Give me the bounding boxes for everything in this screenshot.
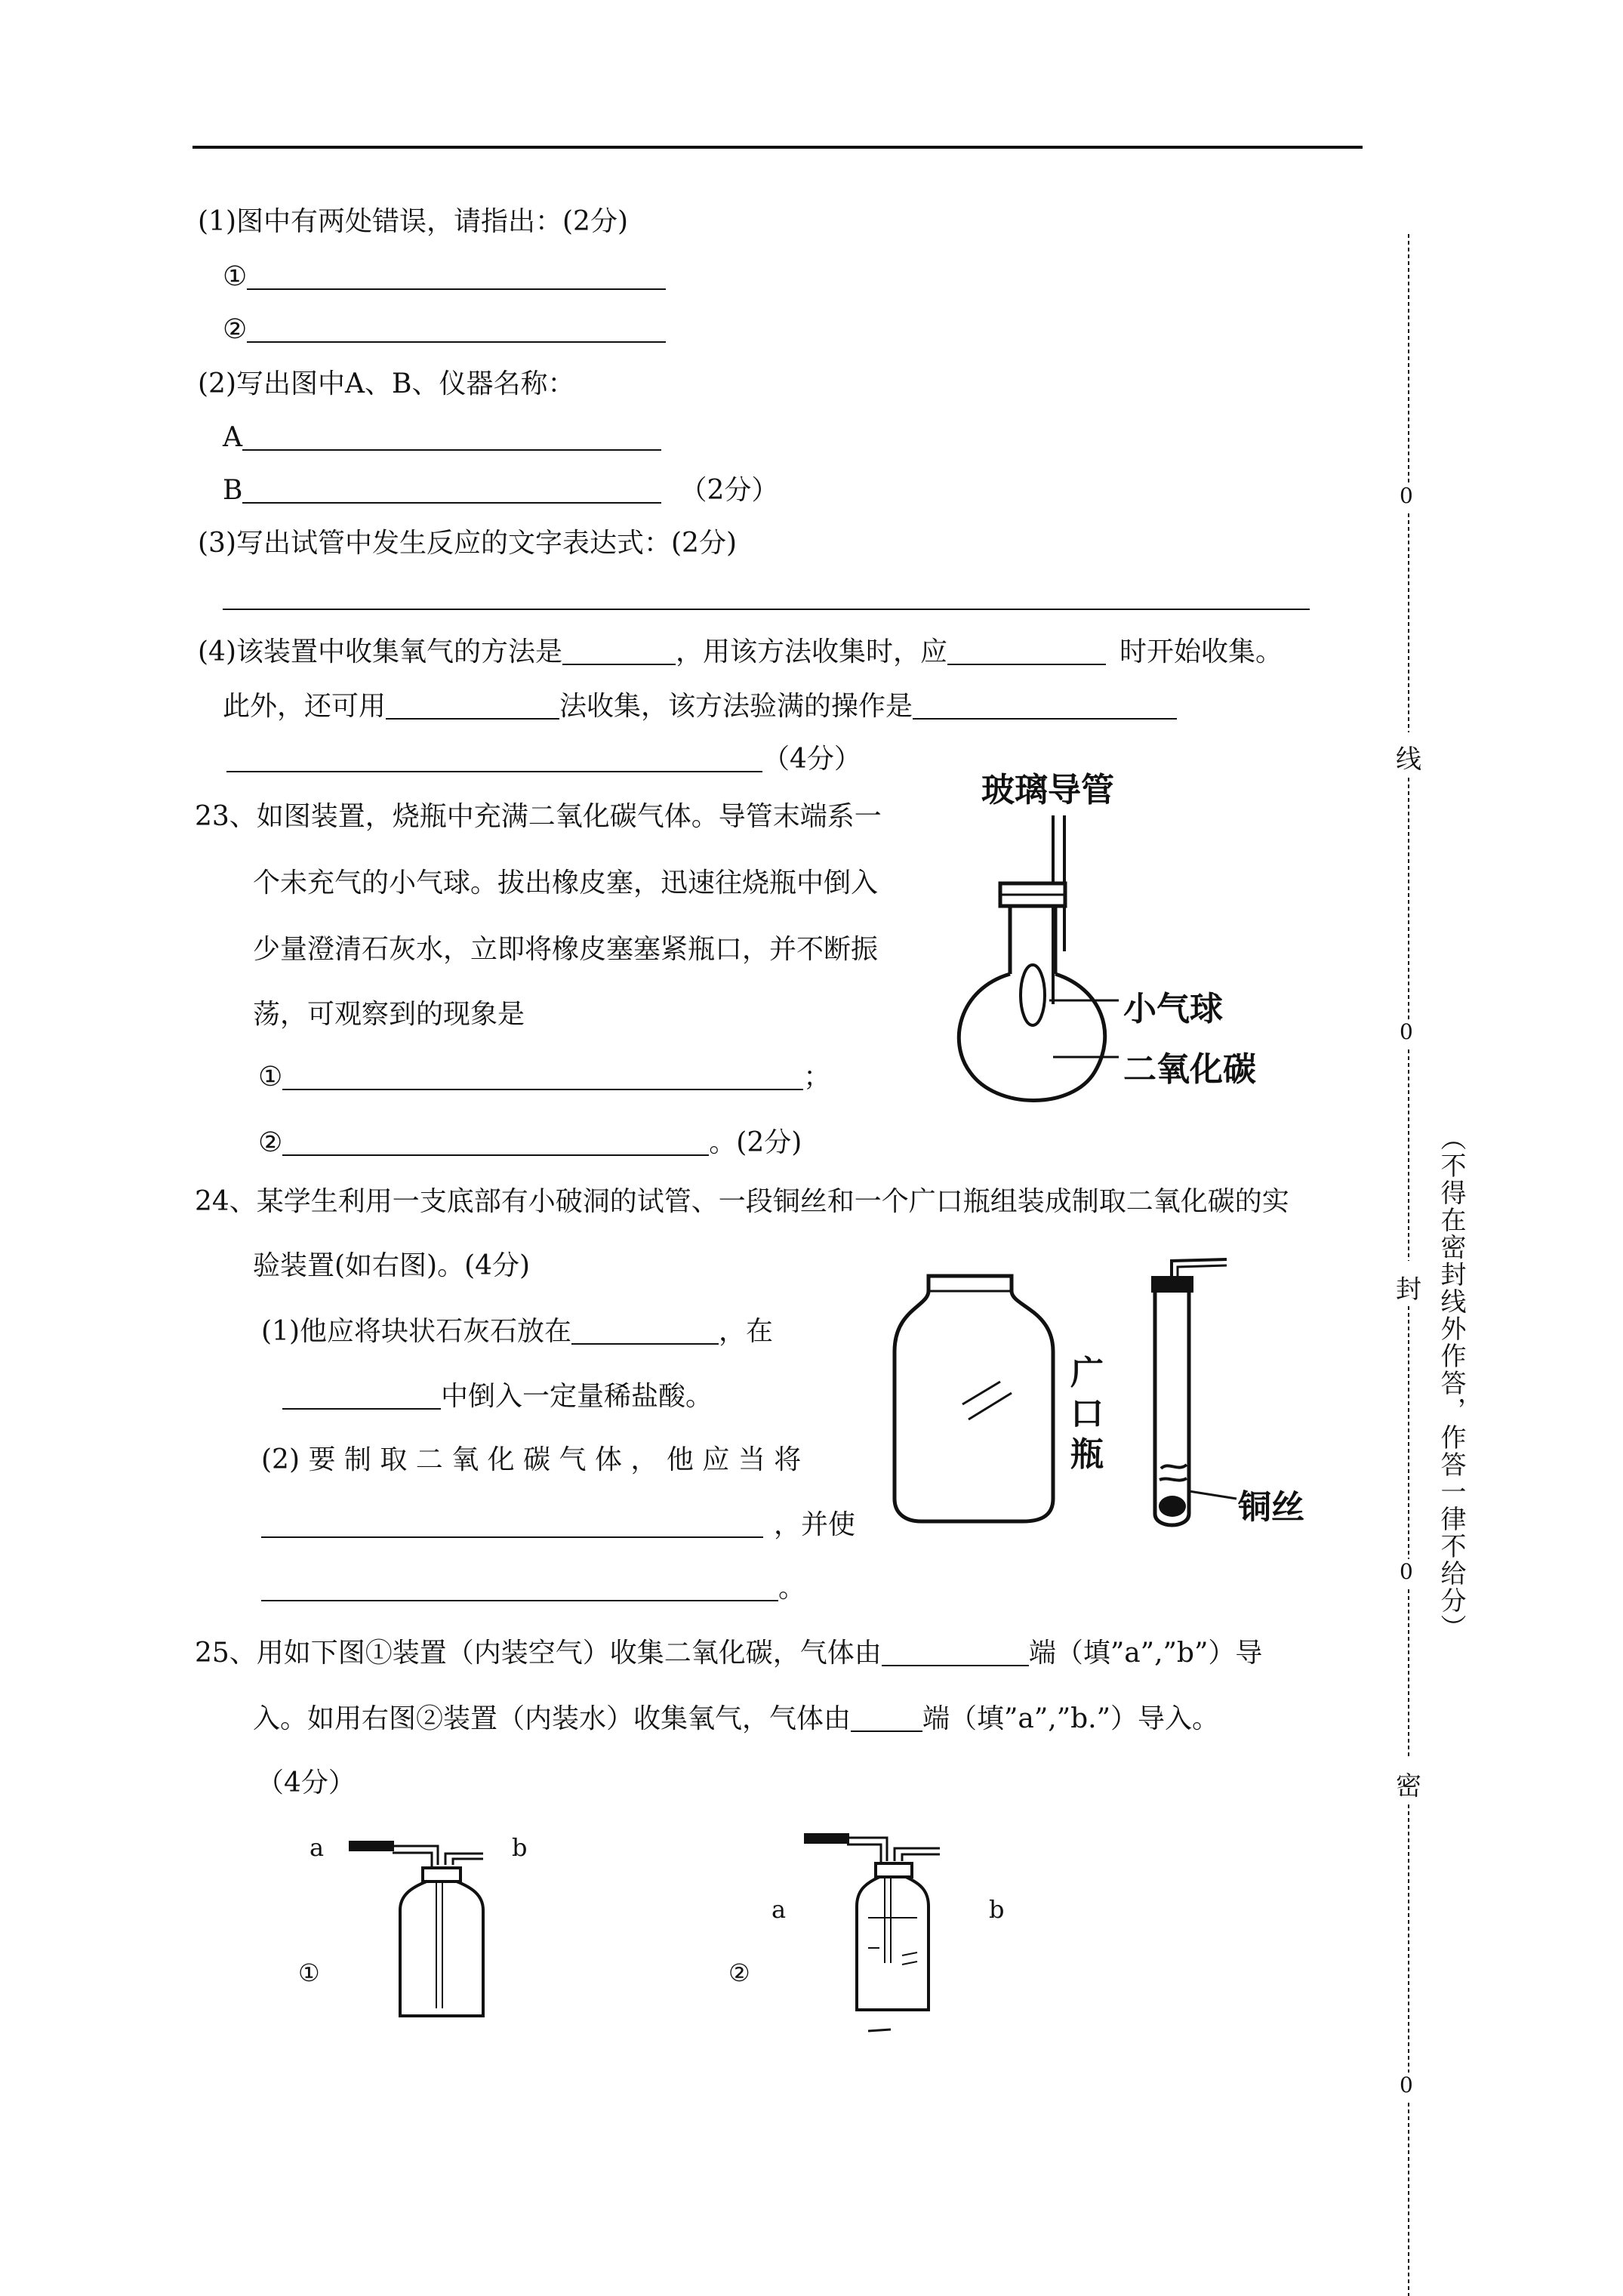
circled-1: ① bbox=[223, 261, 248, 292]
label-co2: 二氧化碳 bbox=[1123, 1050, 1256, 1089]
text: 。(2分) bbox=[709, 1127, 802, 1158]
seal-zero-3: 0 bbox=[1400, 1559, 1413, 1584]
q24-line2: 验装置(如右图)。(4分) bbox=[253, 1250, 531, 1281]
q22-part3: (3)写出试管中发生反应的文字表达式：(2分) bbox=[198, 528, 737, 559]
q23-line1: 23、如图装置，烧瓶中充满二氧化碳气体。导管末端系一 bbox=[195, 801, 882, 832]
seal-char-mi: 密 bbox=[1396, 1771, 1421, 1801]
text: 端（填”a”,”b”）导 bbox=[1028, 1638, 1263, 1669]
circled-2: ② bbox=[223, 314, 248, 345]
q24-line1: 24、某学生利用一支底部有小破洞的试管、一段铜丝和一个广口瓶组装成制取二氧化碳的实 bbox=[195, 1186, 1289, 1217]
label-glass-tube: 玻璃导管 bbox=[981, 771, 1114, 809]
q23-line3: 少量澄清石灰水，立即将橡皮塞塞紧瓶口，并不断振 bbox=[253, 934, 879, 965]
fig2-number: ② bbox=[728, 1959, 750, 1987]
label-jar-2: 口 bbox=[1070, 1395, 1104, 1433]
q25-line3: （4分） bbox=[257, 1767, 356, 1798]
text: ； bbox=[803, 1062, 831, 1093]
text: 此外，还可用 bbox=[223, 691, 387, 722]
label-copper-wire: 铜丝 bbox=[1238, 1488, 1304, 1527]
fig1-label-a: a bbox=[310, 1833, 325, 1862]
label-b: B bbox=[223, 475, 243, 506]
text: ，并使 bbox=[774, 1509, 856, 1540]
score: （4分） bbox=[762, 744, 861, 775]
seal-zero-2: 0 bbox=[1400, 1019, 1413, 1044]
score: （2分） bbox=[679, 475, 779, 506]
text: (1)他应将块状石灰石放在 bbox=[261, 1316, 571, 1347]
text: 入。如用右图②装置（内装水）收集氧气，气体由 bbox=[253, 1703, 852, 1734]
q23-line2: 个未充气的小气球。拔出橡皮塞，迅速往烧瓶中倒入 bbox=[253, 868, 879, 898]
q23-line4: 荡，可观察到的现象是 bbox=[253, 999, 525, 1030]
text: ，用该方法收集时，应 bbox=[676, 636, 948, 667]
seal-zero-4: 0 bbox=[1400, 2073, 1413, 2097]
text: 中倒入一定量稀盐酸。 bbox=[441, 1381, 713, 1412]
text: 时开始收集。 bbox=[1119, 636, 1283, 667]
label-jar-3: 瓶 bbox=[1070, 1435, 1104, 1474]
text: 。 bbox=[778, 1573, 806, 1604]
text: 25、用如下图①装置（内装空气）收集二氧化碳，气体由 bbox=[195, 1638, 882, 1669]
fig1-label-b: b bbox=[512, 1833, 528, 1862]
label-balloon: 小气球 bbox=[1123, 990, 1223, 1028]
text: 端（填”a”,”b.”）导入。 bbox=[922, 1703, 1220, 1734]
label-a: A bbox=[223, 422, 242, 453]
seal-char-feng: 封 bbox=[1396, 1274, 1421, 1305]
fig2-label-a: a bbox=[771, 1895, 787, 1924]
seal-char-xian: 线 bbox=[1396, 744, 1421, 775]
circled-1: ① bbox=[258, 1062, 283, 1093]
text: (4)该装置中收集氧气的方法是 bbox=[198, 636, 562, 667]
seal-zero-1: 0 bbox=[1400, 483, 1413, 508]
label-jar-1: 广 bbox=[1070, 1354, 1104, 1392]
text: ，在 bbox=[719, 1316, 774, 1347]
q24-part2-line1: (2) 要 制 取 二 氧 化 碳 气 体 ， 他 应 当 将 bbox=[261, 1444, 802, 1475]
circled-2: ② bbox=[258, 1127, 283, 1158]
seal-note: （不得在密封线外作答，作答一律不给分） bbox=[1436, 1125, 1466, 1641]
text: 法收集，该方法验满的操作是 bbox=[559, 691, 913, 722]
fig2-label-b: b bbox=[989, 1895, 1005, 1924]
q22-part2: (2)写出图中A、B、仪器名称： bbox=[198, 368, 575, 399]
fig1-number: ① bbox=[298, 1959, 320, 1987]
q22-part1: (1)图中有两处错误，请指出：(2分) bbox=[198, 206, 628, 237]
